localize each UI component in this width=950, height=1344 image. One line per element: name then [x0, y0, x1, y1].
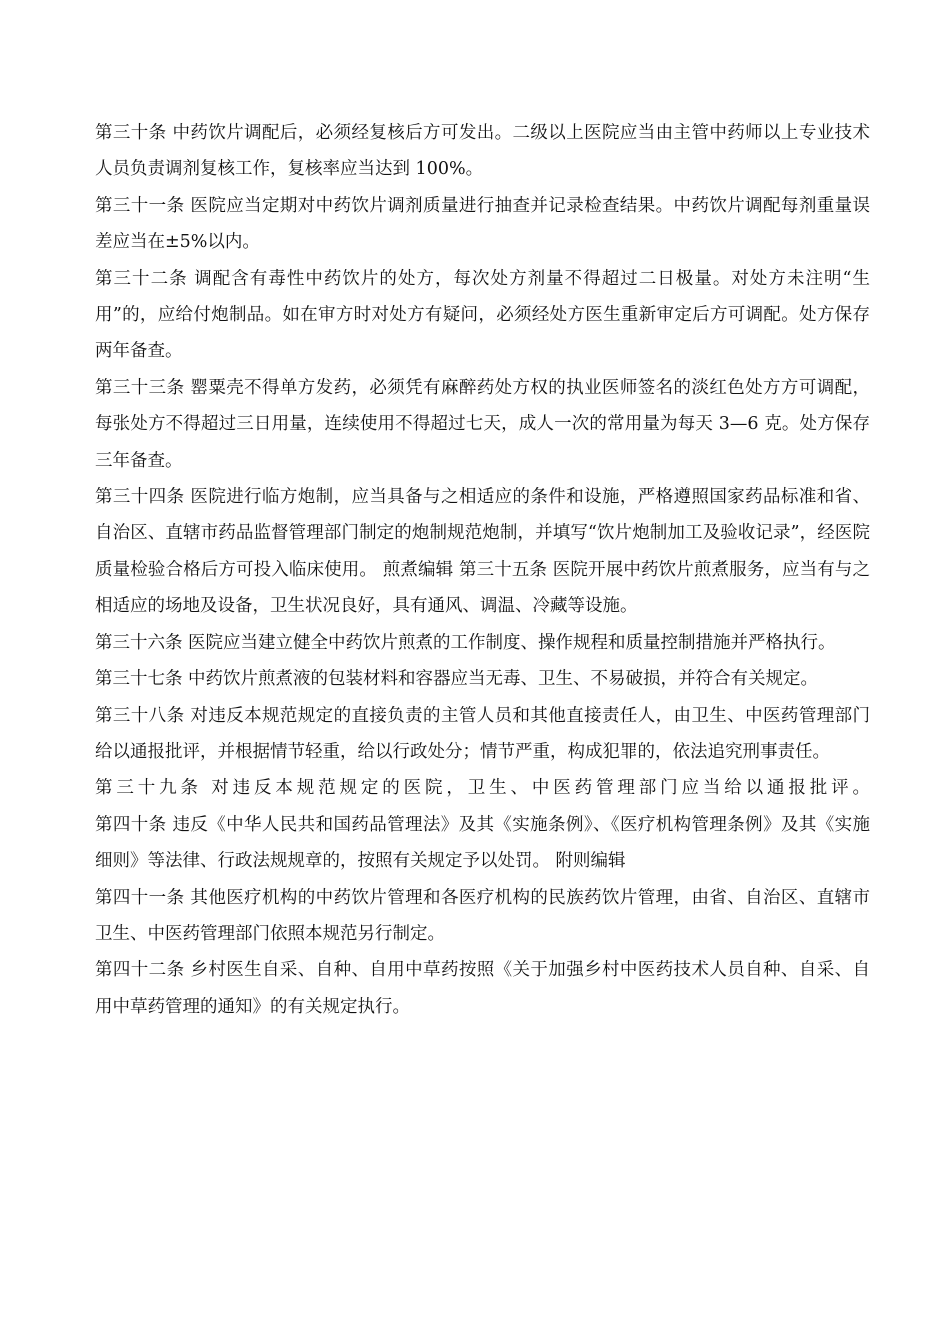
article-39: 第三十九条 对违反本规范规定的医院，卫生、中医药管理部门应当给以通报批评。 — [95, 778, 870, 799]
article-42: 第四十二条 乡村医生自采、自种、自用中草药按照《关于加强乡村中医药技术人员自种、自采、自用中草药管理的通知》的有关规定执行。 — [95, 960, 870, 1017]
article-31: 第三十一条 医院应当定期对中药饮片调剂质量进行抽查并记录检查结果。中药饮片调配每剂重量误差应当在±5%以内。 — [95, 195, 870, 253]
article-33: 第三十三条 罂粟壳不得单方发药，必须凭有麻醉药处方权的执业医师签名的淡红色处方方可调配，每张处方不得超过三日用量，连续使用不得超过七天，成人一次的常用量为每天 3—6 克。处方保存三年备查。 — [95, 377, 870, 471]
article-40: 第四十条 违反《中华人民共和国药品管理法》及其《实施条例》、《医疗机构管理条例》及其《实施细则》等法律、行政法规规章的，按照有关规定予以处罚。 附则编辑 — [95, 814, 870, 872]
article-37: 第三十七条 中药饮片煎煮液的包装材料和容器应当无毒、卫生、不易破损，并符合有关规定。 — [95, 669, 819, 690]
article-34-35: 第三十四条 医院进行临方炮制，应当具备与之相适应的条件和设施，严格遵照国家药品标准和省、自治区、直辖市药品监督管理部门制定的炮制规范炮制，并填写“饮片炮制加工及验收记录”，经医院质量检验合格后方可投入临床使用。 煎煮编辑 第三十五条 医院开展中药饮片煎煮服务，应当有与之相适应的场地及设备，卫生状况良好，具有通风、调温、冷藏等设施。 — [95, 487, 870, 617]
article-36: 第三十六条 医院应当建立健全中药饮片煎煮的工作制度、操作规程和质量控制措施并严格执行。 — [95, 632, 836, 653]
article-30: 第三十条 中药饮片调配后，必须经复核后方可发出。二级以上医院应当由主管中药师以上专业技术人员负责调剂复核工作，复核率应当达到 100%。 — [95, 123, 870, 180]
document-body — [95, 115, 870, 1025]
article-32: 第三十二条 调配含有毒性中药饮片的处方，每次处方剂量不得超过二日极量。对处方未注明“生用”的，应给付炮制品。如在审方时对处方有疑问，必须经处方医生重新审定后方可调配。处方保存两年备查。 — [95, 268, 870, 362]
article-38: 第三十八条 对违反本规范规定的直接负责的主管人员和其他直接责任人，由卫生、中医药管理部门给以通报批评，并根据情节轻重，给以行政处分；情节严重，构成犯罪的，依法追究刑事责任。 — [95, 705, 870, 762]
article-41: 第四十一条 其他医疗机构的中药饮片管理和各医疗机构的民族药饮片管理，由省、自治区、直辖市卫生、中医药管理部门依照本规范另行制定。 — [95, 887, 870, 944]
